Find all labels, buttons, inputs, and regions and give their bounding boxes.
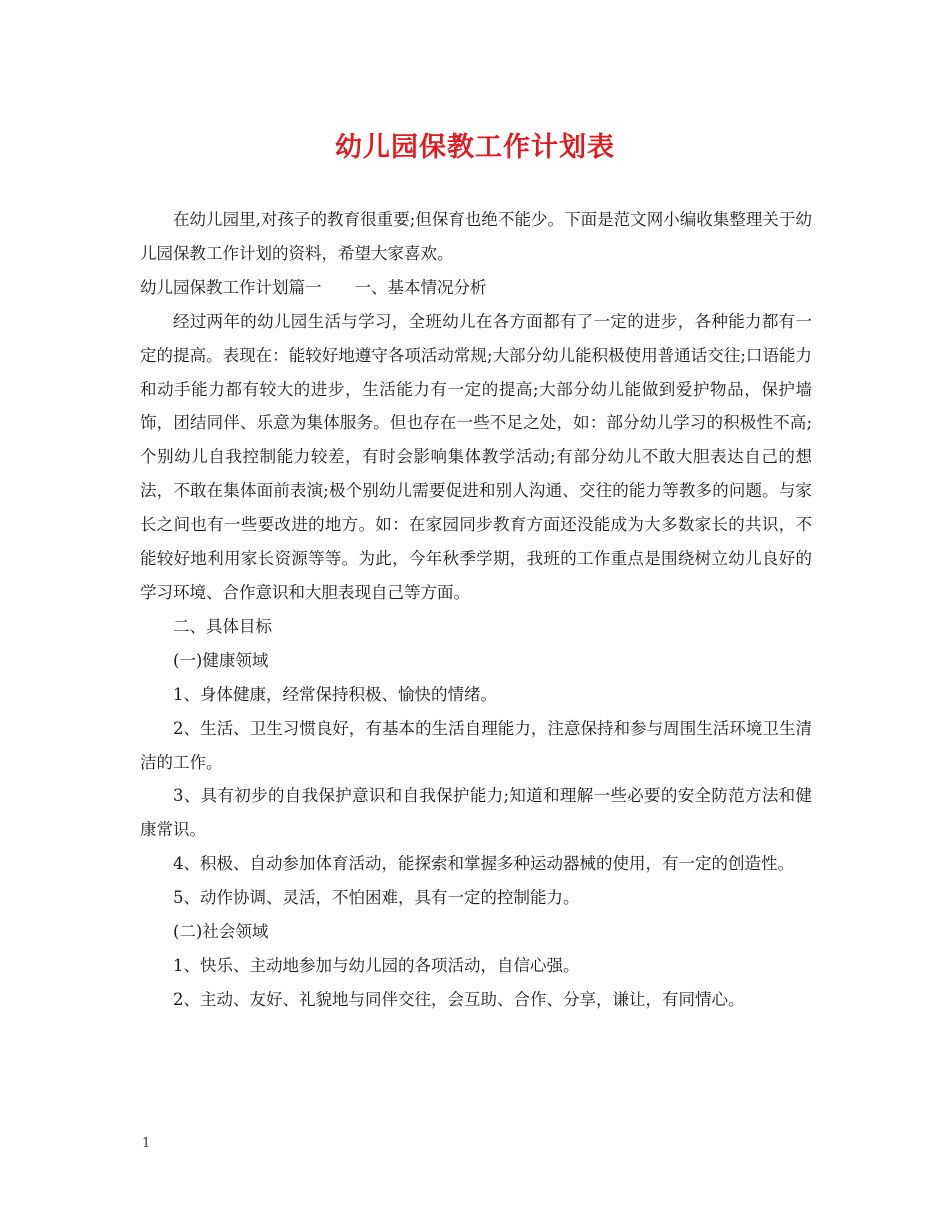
subheading-health: (一)健康领域 xyxy=(173,650,269,670)
section-heading: 幼儿园保教工作计划篇一 一、基本情况分析 xyxy=(140,277,487,297)
document-title: 幼儿园保教工作计划表 xyxy=(335,132,615,163)
list-item: 4、积极、自动参加体育活动，能探索和掌握多种运动器械的使用，有一定的创造性。 xyxy=(173,854,794,874)
document-body xyxy=(140,203,812,1017)
list-item: 2、主动、友好、礼貌地与同伴交往，会互助、合作、分享，谦让，有同情心。 xyxy=(173,989,745,1009)
paragraph-intro: 在幼儿园里,对孩子的教育很重要;但保育也绝不能少。下面是范文网小编收集整理关于幼儿园保教工作计划的资料，希望大家喜欢。 xyxy=(140,210,812,263)
list-item: 5、动作协调、灵活，不怕困难，具有一定的控制能力。 xyxy=(173,888,580,908)
subheading-goals: 二、具体目标 xyxy=(173,616,272,636)
page-number: 1 xyxy=(142,1136,151,1151)
list-item: 3、具有初步的自我保护意识和自我保护能力;知道和理解一些必要的安全防范方法和健康常识。 xyxy=(140,786,812,840)
paragraph-analysis: 经过两年的幼儿园生活与学习，全班幼儿在各方面都有了一定的进步，各种能力都有一定的提高。表现在：能较好地遵守各项活动常规;大部分幼儿能积极使用普通话交往;口语能力和动手能力都有较大的进步，生活能力有一定的提高;大部分幼儿能做到爱护物品，保护墙饰，团结同伴、乐意为集体服务。但也存在一些不足之处，如：部分幼儿学习的积极性不高;个别幼儿自我控制能力较差，有时会影响集体教学活动;有部分幼儿不敢大胆表达自己的想法，不敢在集体面前表演;极个别幼儿需要促进和别人沟通、交往的能力等教多的问题。与家长之间也有一些要改进的地方。如：在家园同步教育方面还没能成为大多数家长的共识，不能较好地利用家长资源等等。为此，今年秋季学期，我班的工作重点是围绕树立幼儿良好的学习环境、合作意识和大胆表现自己等方面。 xyxy=(140,311,812,602)
subheading-social: (二)社会领域 xyxy=(173,922,269,942)
list-item: 1、身体健康，经常保持积极、愉快的情绪。 xyxy=(173,684,497,704)
list-item: 2、生活、卫生习惯良好，有基本的生活自理能力，注意保持和参与周围生活环境卫生清洁的工作。 xyxy=(140,718,812,772)
list-item: 1、快乐、主动地参加与幼儿园的各项活动，自信心强。 xyxy=(173,955,580,975)
